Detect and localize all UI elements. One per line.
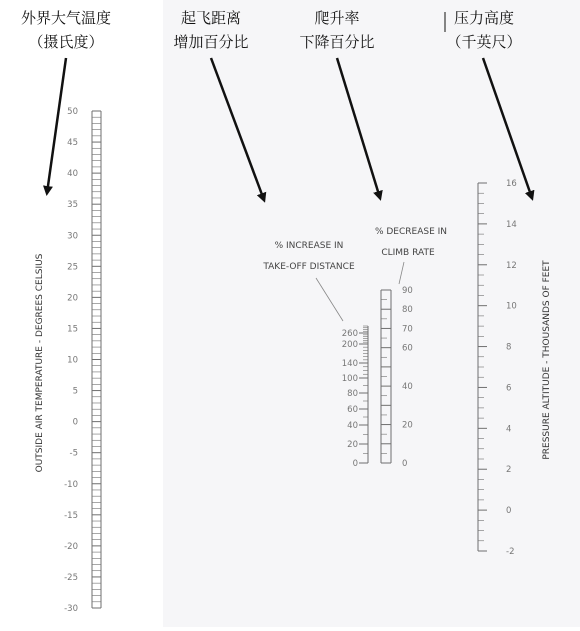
takeoff-tick-label: 0 xyxy=(352,459,358,469)
temperature-tick-label: -5 xyxy=(69,448,78,459)
temperature-tick-label: 5 xyxy=(72,386,78,397)
temperature-scale xyxy=(64,107,101,614)
climb-tick-label: 0 xyxy=(402,459,408,469)
temperature-tick-label: 50 xyxy=(67,107,78,117)
temperature-tick-label: 20 xyxy=(67,293,78,304)
takeoff-tick-label: 100 xyxy=(341,374,358,384)
temperature-tick-label: 30 xyxy=(67,231,78,242)
takeoff-tick-label: 200 xyxy=(341,340,358,350)
climb-header-line1: 爬升率 xyxy=(314,9,360,27)
climb-tick-label: 90 xyxy=(402,286,413,296)
temperature-tick-label: 40 xyxy=(67,169,78,180)
altitude-tick-label: 12 xyxy=(506,260,517,271)
temperature-tick-label: -10 xyxy=(64,479,78,490)
altitude-tick-label: 10 xyxy=(506,301,517,312)
temperature-pointer-arrow xyxy=(47,58,66,193)
takeoff-caption-line2: TAKE-OFF DISTANCE xyxy=(263,262,355,272)
takeoff-tick-label: 260 xyxy=(341,329,358,339)
takeoff-tick-label: 60 xyxy=(347,405,358,415)
altitude-header-line2: （千英尺） xyxy=(446,33,522,51)
takeoff-tick-label: 40 xyxy=(347,421,358,431)
temperature-tick-label: -30 xyxy=(64,604,78,614)
temperature-tick-label: -25 xyxy=(64,572,78,583)
altitude-tick-label: 14 xyxy=(506,219,517,230)
altitude-header xyxy=(440,6,528,54)
temperature-tick-label: 15 xyxy=(67,324,78,335)
climb-header-line2: 下降百分比 xyxy=(299,33,375,51)
temperature-axis-label: OUTSIDE AIR TEMPERATURE - DEGREES CELSIUS xyxy=(35,253,45,473)
climb-tick-label: 20 xyxy=(402,420,413,431)
takeoff-caption-line1: % INCREASE IN xyxy=(274,241,344,251)
climb-tick-label: 80 xyxy=(402,305,413,316)
altitude-tick-label: 0 xyxy=(506,506,512,517)
temperature-tick-label: -20 xyxy=(64,541,78,552)
climb-tick-label: 40 xyxy=(402,382,413,393)
temperature-header-line1: 外界大气温度 xyxy=(20,9,111,27)
temperature-tick-label: 0 xyxy=(72,417,78,428)
altitude-tick-label: -2 xyxy=(506,547,515,557)
temperature-tick-label: 25 xyxy=(67,262,78,273)
temperature-tick-label: 35 xyxy=(67,200,78,211)
altitude-axis-label: PRESSURE ALTITUDE - THOUSANDS OF FEET xyxy=(542,260,552,460)
takeoff-tick-label: 140 xyxy=(341,359,358,369)
temperature-header xyxy=(8,6,124,54)
takeoff-tick-label: 20 xyxy=(347,440,358,450)
altitude-tick-label: 16 xyxy=(506,179,517,189)
takeoff-header-line2: 增加百分比 xyxy=(173,33,249,51)
temperature-tick-label: -15 xyxy=(64,510,78,521)
temperature-header-line2: （摄氏度） xyxy=(28,33,104,51)
climb-tick-label: 60 xyxy=(402,343,413,354)
altitude-tick-label: 4 xyxy=(506,424,512,435)
temperature-tick-label: 10 xyxy=(67,355,78,366)
climb-header xyxy=(290,6,384,54)
climb-caption-line2: CLIMB RATE xyxy=(381,248,435,258)
temperature-tick-label: 45 xyxy=(67,138,78,149)
takeoff-tick-label: 80 xyxy=(347,389,358,399)
climb-tick-label: 70 xyxy=(402,324,413,335)
takeoff-header-line1: 起飞距离 xyxy=(180,9,241,27)
takeoff-header xyxy=(164,6,258,54)
altitude-tick-label: 8 xyxy=(506,342,512,353)
altitude-header-line1: 压力高度 xyxy=(453,9,514,27)
altitude-tick-label: 2 xyxy=(506,465,512,476)
climb-caption-line1: % DECREASE IN xyxy=(374,227,448,237)
altitude-tick-label: 6 xyxy=(506,383,512,394)
